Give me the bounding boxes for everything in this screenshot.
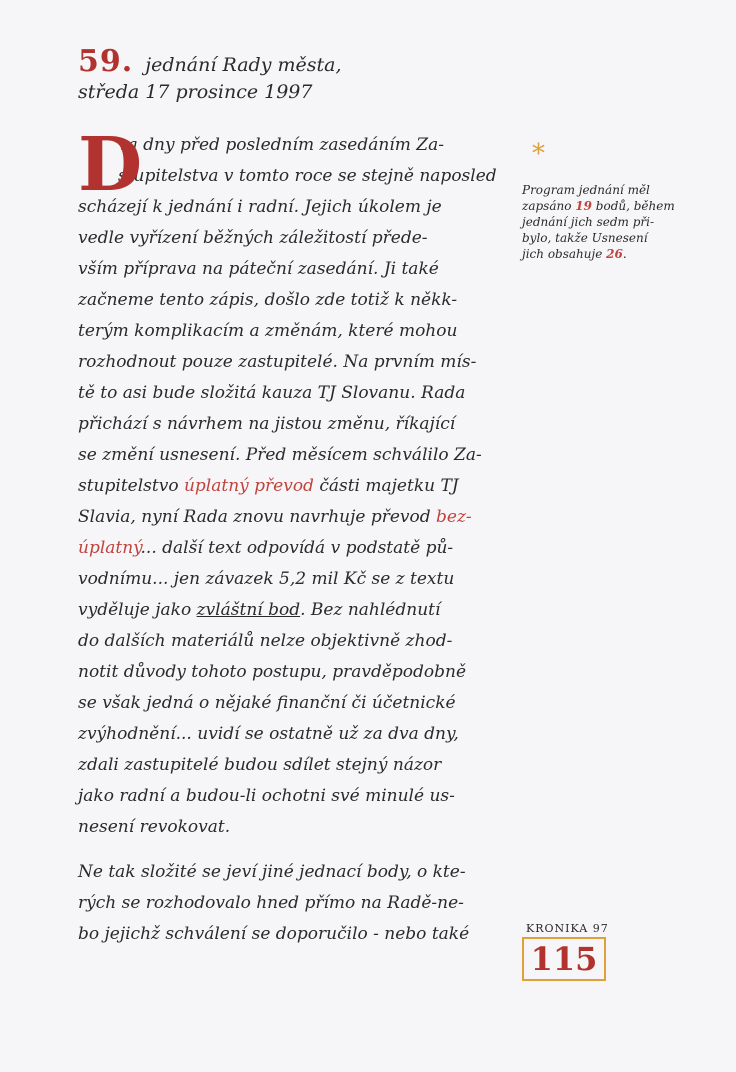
paragraph-2: [78, 857, 518, 950]
text-line: vodnímu... jen závazek 5,2 mil Kč se z textu: [78, 569, 455, 589]
text-line-highlight-1: stupitelstvo úplatný převod části majetku TJ: [78, 476, 459, 496]
chronicle-label: KRONIKA 97: [526, 922, 609, 935]
text-line: vedle vyřízení běžných záležitostí přede-: [78, 228, 428, 248]
highlight-uplatny: úplatný: [78, 538, 141, 558]
chronicle-heading: [78, 44, 342, 106]
note-line: Program jednání měl: [522, 183, 650, 197]
text-line: přichází s návrhem na jistou změnu, říkající: [78, 414, 456, 434]
text-line: vším příprava na páteční zasedání. Ji také: [78, 259, 439, 279]
meeting-date: středa 17 prosince 1997: [78, 81, 313, 103]
page-footer: [522, 922, 622, 981]
highlight-bez: bez-: [436, 507, 472, 527]
text-line-highlight-3: úplatný... další text odpovídá v podstatě pů-: [78, 538, 454, 558]
text-line: rozhodnout pouze zastupitelé. Na prvním mís-: [78, 352, 477, 372]
text-line: se však jedná o nějaké finanční či účetnické: [78, 693, 456, 713]
main-text: [78, 122, 518, 950]
asterisk-icon: *: [532, 139, 545, 169]
text-line: do dalších materiálů nelze objektivně zhod-: [78, 631, 453, 651]
meeting-title: jednání Rady města,: [145, 54, 342, 76]
heading-line-1: [78, 44, 342, 79]
note-end: .: [622, 247, 627, 261]
text-line: terým komplikacím a změnám, které mohou: [78, 321, 458, 341]
text-line: rých se rozhodovalo hned přímo na Radě-ne-: [78, 893, 464, 913]
text-line: se změní usnesení. Před měsícem schválilo Za-: [78, 445, 482, 465]
text-line: zdali zastupitelé budou sdílet stejný názor: [78, 755, 442, 775]
text-line-underlined: vyděluje jako zvláštní bod. Bez nahlédnutí: [78, 600, 441, 620]
underlined-zvlastni-bod: zvláštní bod: [196, 600, 301, 620]
text-line: bo jejichž schválení se doporučilo - nebo také: [78, 924, 470, 944]
note-count-after: 26: [606, 247, 623, 261]
paragraph-1: [78, 122, 518, 843]
text-line: zvýhodnění... uvidí se ostatně už za dva dny,: [78, 724, 459, 744]
note-line-count: [522, 246, 675, 262]
text-line: scházejí k jednání i radní. Jejich úkolem je: [78, 197, 442, 217]
text-line: jako radní a budou-li ochotni své minulé us-: [78, 786, 455, 806]
text-line: začneme tento zápis, došlo zde totiž k někk-: [78, 290, 458, 310]
text-line: nesení revokovat.: [78, 817, 231, 837]
text-line: va dny před posledním zasedáním Za-: [118, 135, 444, 155]
highlight-uplatny-prevod: úplatný převod: [183, 476, 314, 496]
text-line: tě to asi bude složitá kauza TJ Slovanu. Rada: [78, 383, 466, 403]
text-line-highlight-2: Slavia, nyní Rada znovu navrhuje převod bez-: [78, 507, 472, 527]
note-fragment: zapsáno: [522, 199, 572, 213]
note-line: jednání jich sedm při-: [522, 215, 655, 229]
text-line: Ne tak složité se jeví jiné jednací body, o kte-: [78, 862, 466, 882]
note-fragment: bodů, během: [595, 199, 675, 213]
note-count-before: 19: [575, 199, 592, 213]
note-fragment: jich obsahuje: [522, 247, 603, 261]
page-number: 115: [522, 937, 606, 981]
side-note-text: [522, 182, 675, 262]
note-line: bylo, takže Usnesení: [522, 231, 648, 245]
text-line: notit důvody tohoto postupu, pravděpodobně: [78, 662, 467, 682]
note-line-count: [522, 198, 675, 214]
drop-cap: D: [78, 122, 143, 208]
text-line: stupitelstva v tomto roce se stejně naposled: [118, 166, 497, 186]
meeting-number: 59.: [78, 44, 134, 79]
